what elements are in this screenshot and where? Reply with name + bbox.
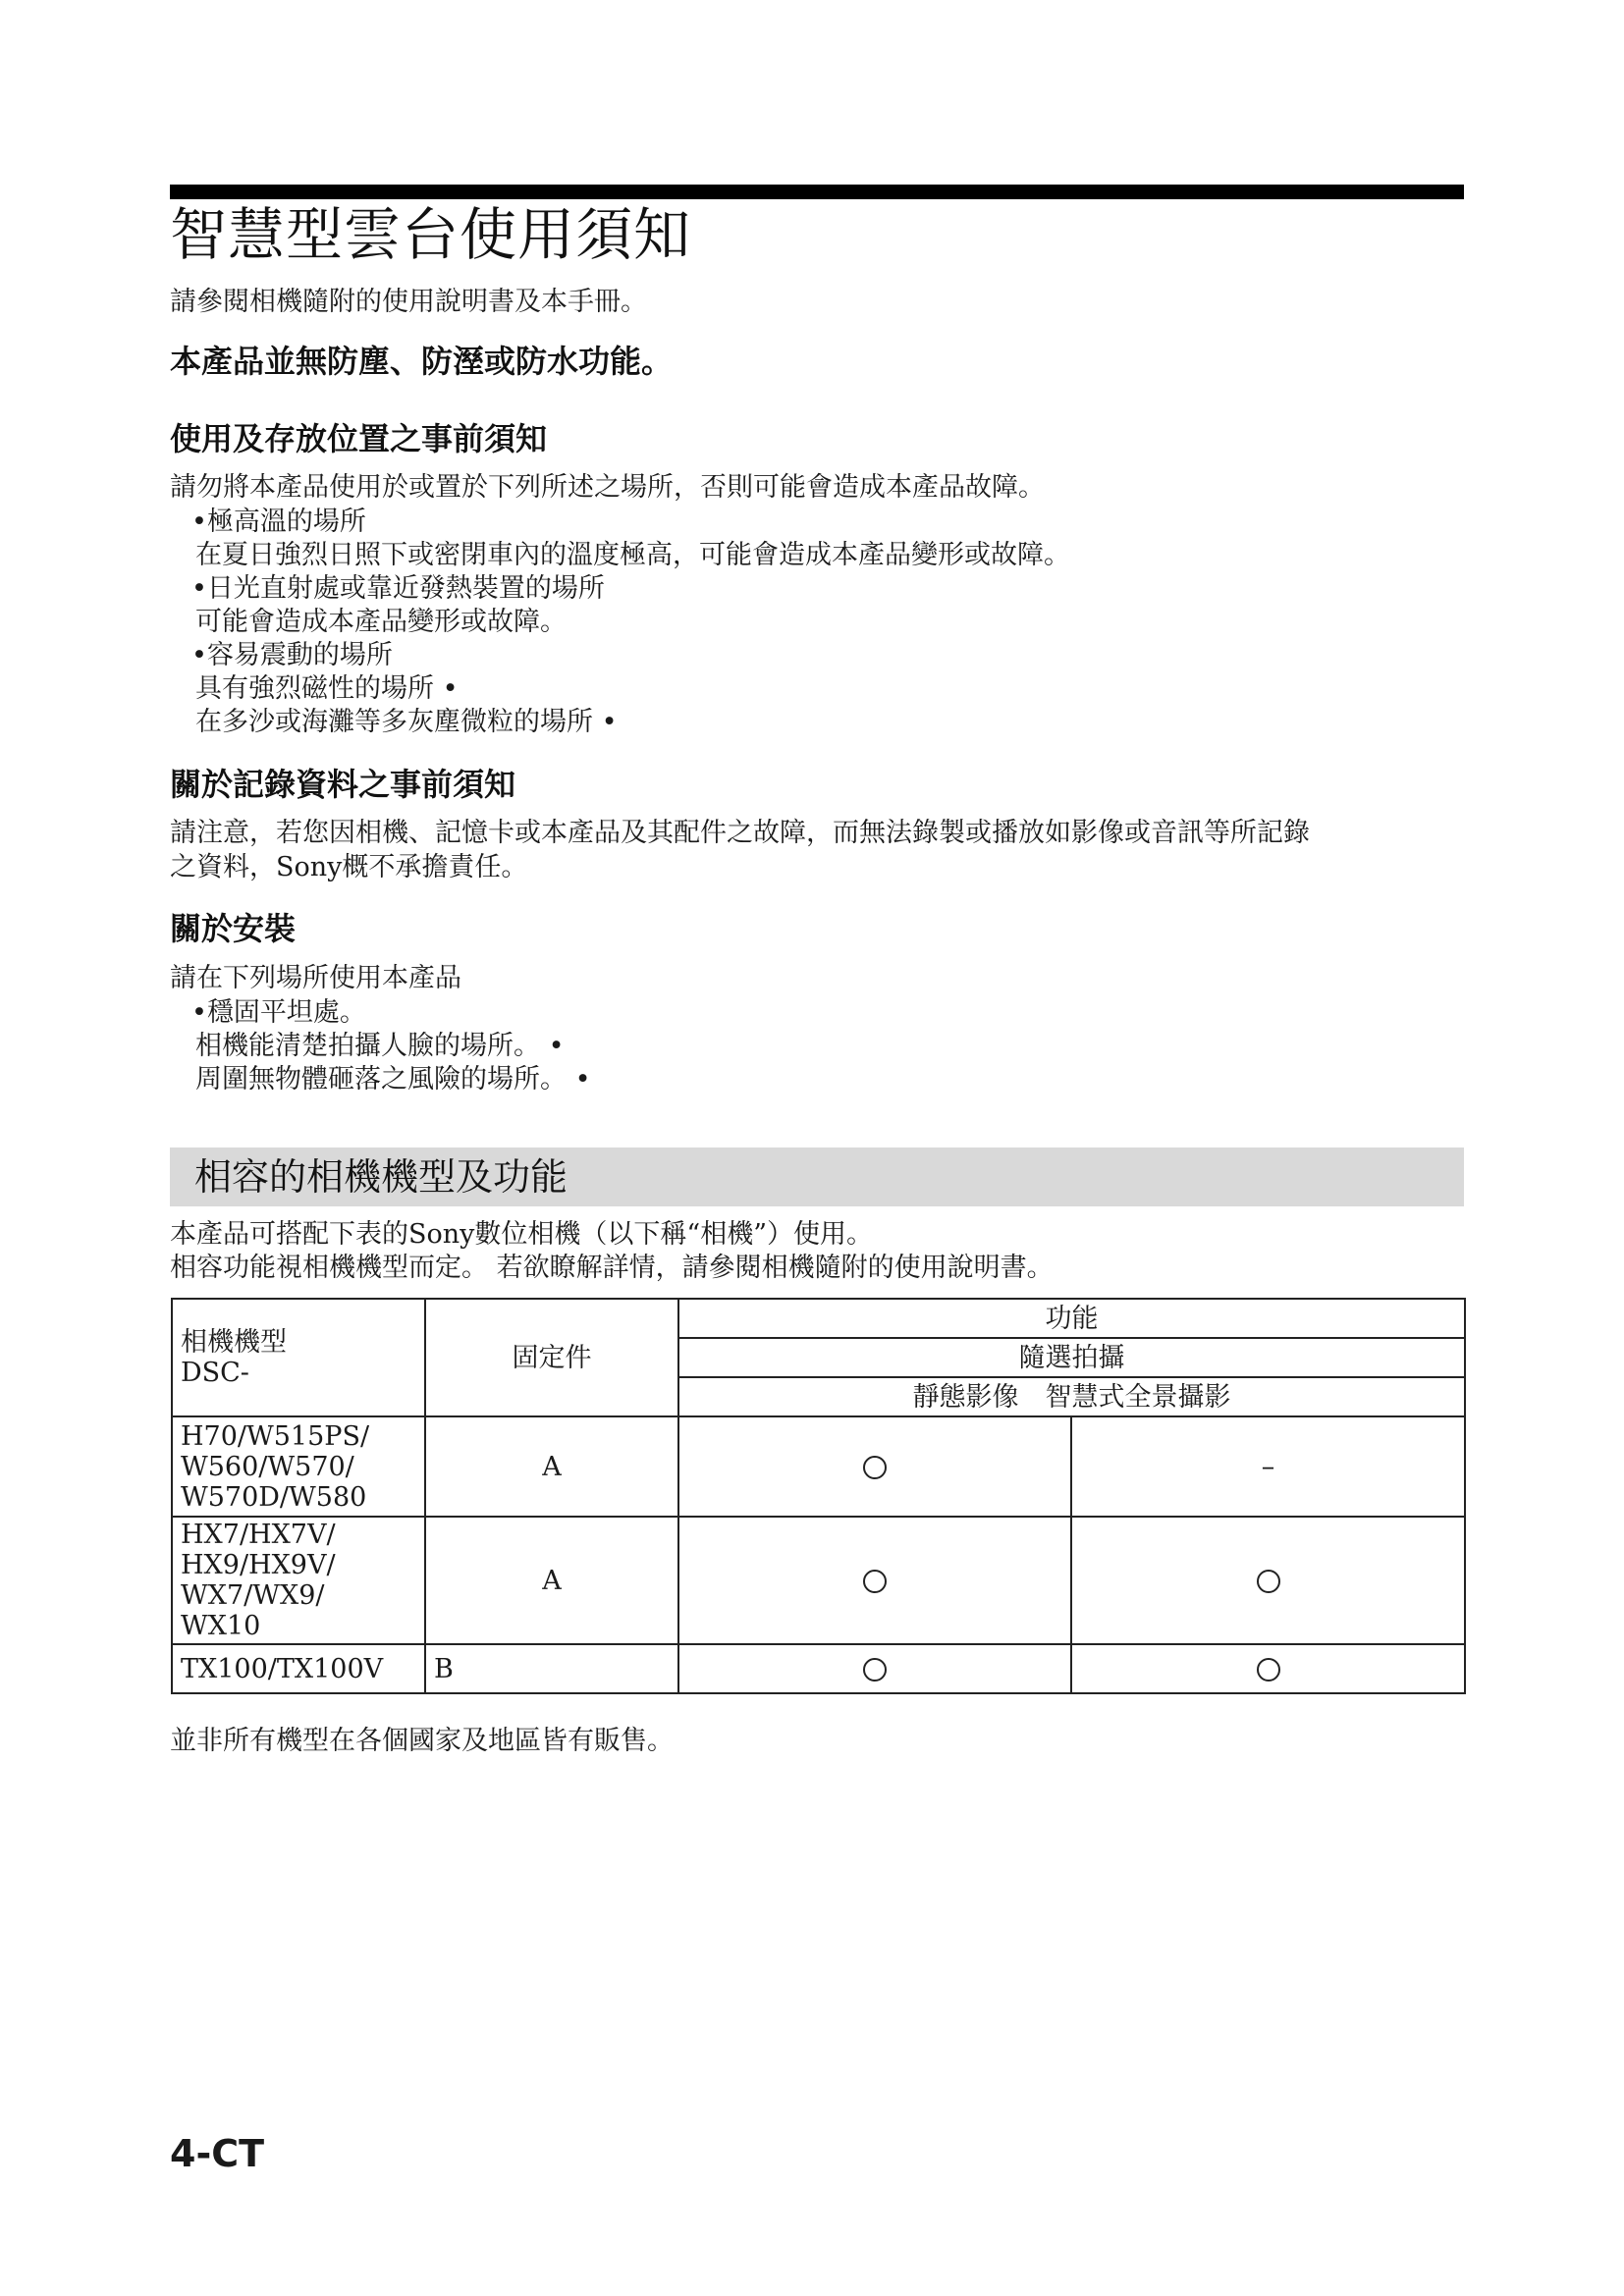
record-heading: 關於記錄資料之事前須知 [170,766,516,803]
model-line: HX9/HX9V/ [181,1550,336,1580]
list-item: 可能會造成本產品變形或故障。 [195,607,567,637]
table-row [172,1517,1465,1644]
list-item: 在多沙或海灘等多灰塵微粒的場所 • [195,707,618,737]
list-item: 相機能清楚拍攝人臉的場所。 • [195,1031,565,1061]
model-cell [172,1644,425,1693]
supported-circle-icon [863,1570,887,1593]
header-model-label: 相機機型 [181,1327,287,1358]
still-cell [678,1644,1071,1693]
usage-list [191,506,1070,739]
list-item: •極高溫的場所 [191,507,366,537]
record-line-2: 之資料，Sony概不承擔責任。 [170,852,528,882]
usage-lead: 請勿將本產品使用於或置於下列所述之場所，否則可能會造成本產品故障。 [170,472,1045,503]
pano-cell [1071,1517,1465,1644]
install-lead: 請在下列場所使用本產品 [170,963,461,993]
header-subcolumns: 靜態影像 智慧式全景攝影 [678,1377,1465,1416]
table-row [172,1644,1465,1693]
compatibility-table [171,1298,1466,1694]
header-model-prefix: DSC- [181,1358,249,1388]
compat-line-2: 相容功能視相機機型而定。 若欲瞭解詳情，請參閱相機隨附的使用說明書。 [170,1253,1054,1283]
intro-text: 請參閱相機隨附的使用說明書及本手冊。 [170,287,647,317]
model-cell [172,1517,425,1644]
compat-heading: 相容的相機機型及功能 [194,1155,568,1199]
model-line: H70/W515PS/ [181,1420,370,1452]
record-line-1: 請注意，若您因相機、記憶卡或本產品及其配件之故障，而無法錄製或播放如影像或音訊等所記錄 [170,818,1310,848]
still-cell [678,1416,1071,1517]
still-cell [678,1517,1071,1644]
fixture-cell: B [425,1644,678,1693]
availability-note: 並非所有機型在各個國家及地區皆有販售。 [170,1726,674,1756]
page-title: 智慧型雲台使用須知 [170,201,692,268]
table-row [172,1416,1465,1517]
model-line: WX10 [181,1611,261,1641]
supported-circle-icon [1257,1658,1280,1682]
header-model [172,1299,425,1416]
model-line: HX7/HX7V/ [181,1520,336,1550]
supported-circle-icon [863,1456,887,1479]
model-line: WX7/WX9/ [181,1580,325,1611]
supported-circle-icon [863,1658,887,1682]
model-line: W560/W570/ [181,1451,354,1482]
warning-heading: 本產品並無防塵、防溼或防水功能。 [170,343,674,380]
supported-circle-icon [1257,1570,1280,1593]
list-item: 周圍無物體砸落之風險的場所。 • [195,1064,591,1095]
list-item: 具有強烈磁性的場所 • [195,673,459,704]
install-heading: 關於安裝 [170,910,297,947]
usage-heading: 使用及存放位置之事前須知 [170,420,548,457]
header-random-shooting: 隨選拍攝 [678,1338,1465,1377]
pano-cell: – [1071,1416,1465,1517]
install-list [191,996,591,1096]
pano-cell [1071,1644,1465,1693]
fixture-cell: A [425,1416,678,1517]
model-cell [172,1416,425,1517]
page-number: 4-CT [170,2132,265,2175]
fixture-cell: A [425,1517,678,1644]
compat-line-1: 本產品可搭配下表的Sony數位相機（以下稱“相機”）使用。 [170,1219,873,1250]
model-line: TX100/TX100V [181,1653,384,1684]
list-item: •容易震動的場所 [191,640,393,670]
list-item: 在夏日強烈日照下或密閉車內的溫度極高，可能會造成本產品變形或故障。 [195,540,1070,570]
header-function: 功能 [678,1299,1465,1338]
model-line: W570D/W580 [181,1481,367,1513]
header-fixture: 固定件 [425,1299,678,1416]
top-rule [170,185,1464,199]
list-item: •日光直射處或靠近發熱裝置的場所 [191,573,605,604]
list-item: •穩固平坦處。 [191,997,366,1028]
